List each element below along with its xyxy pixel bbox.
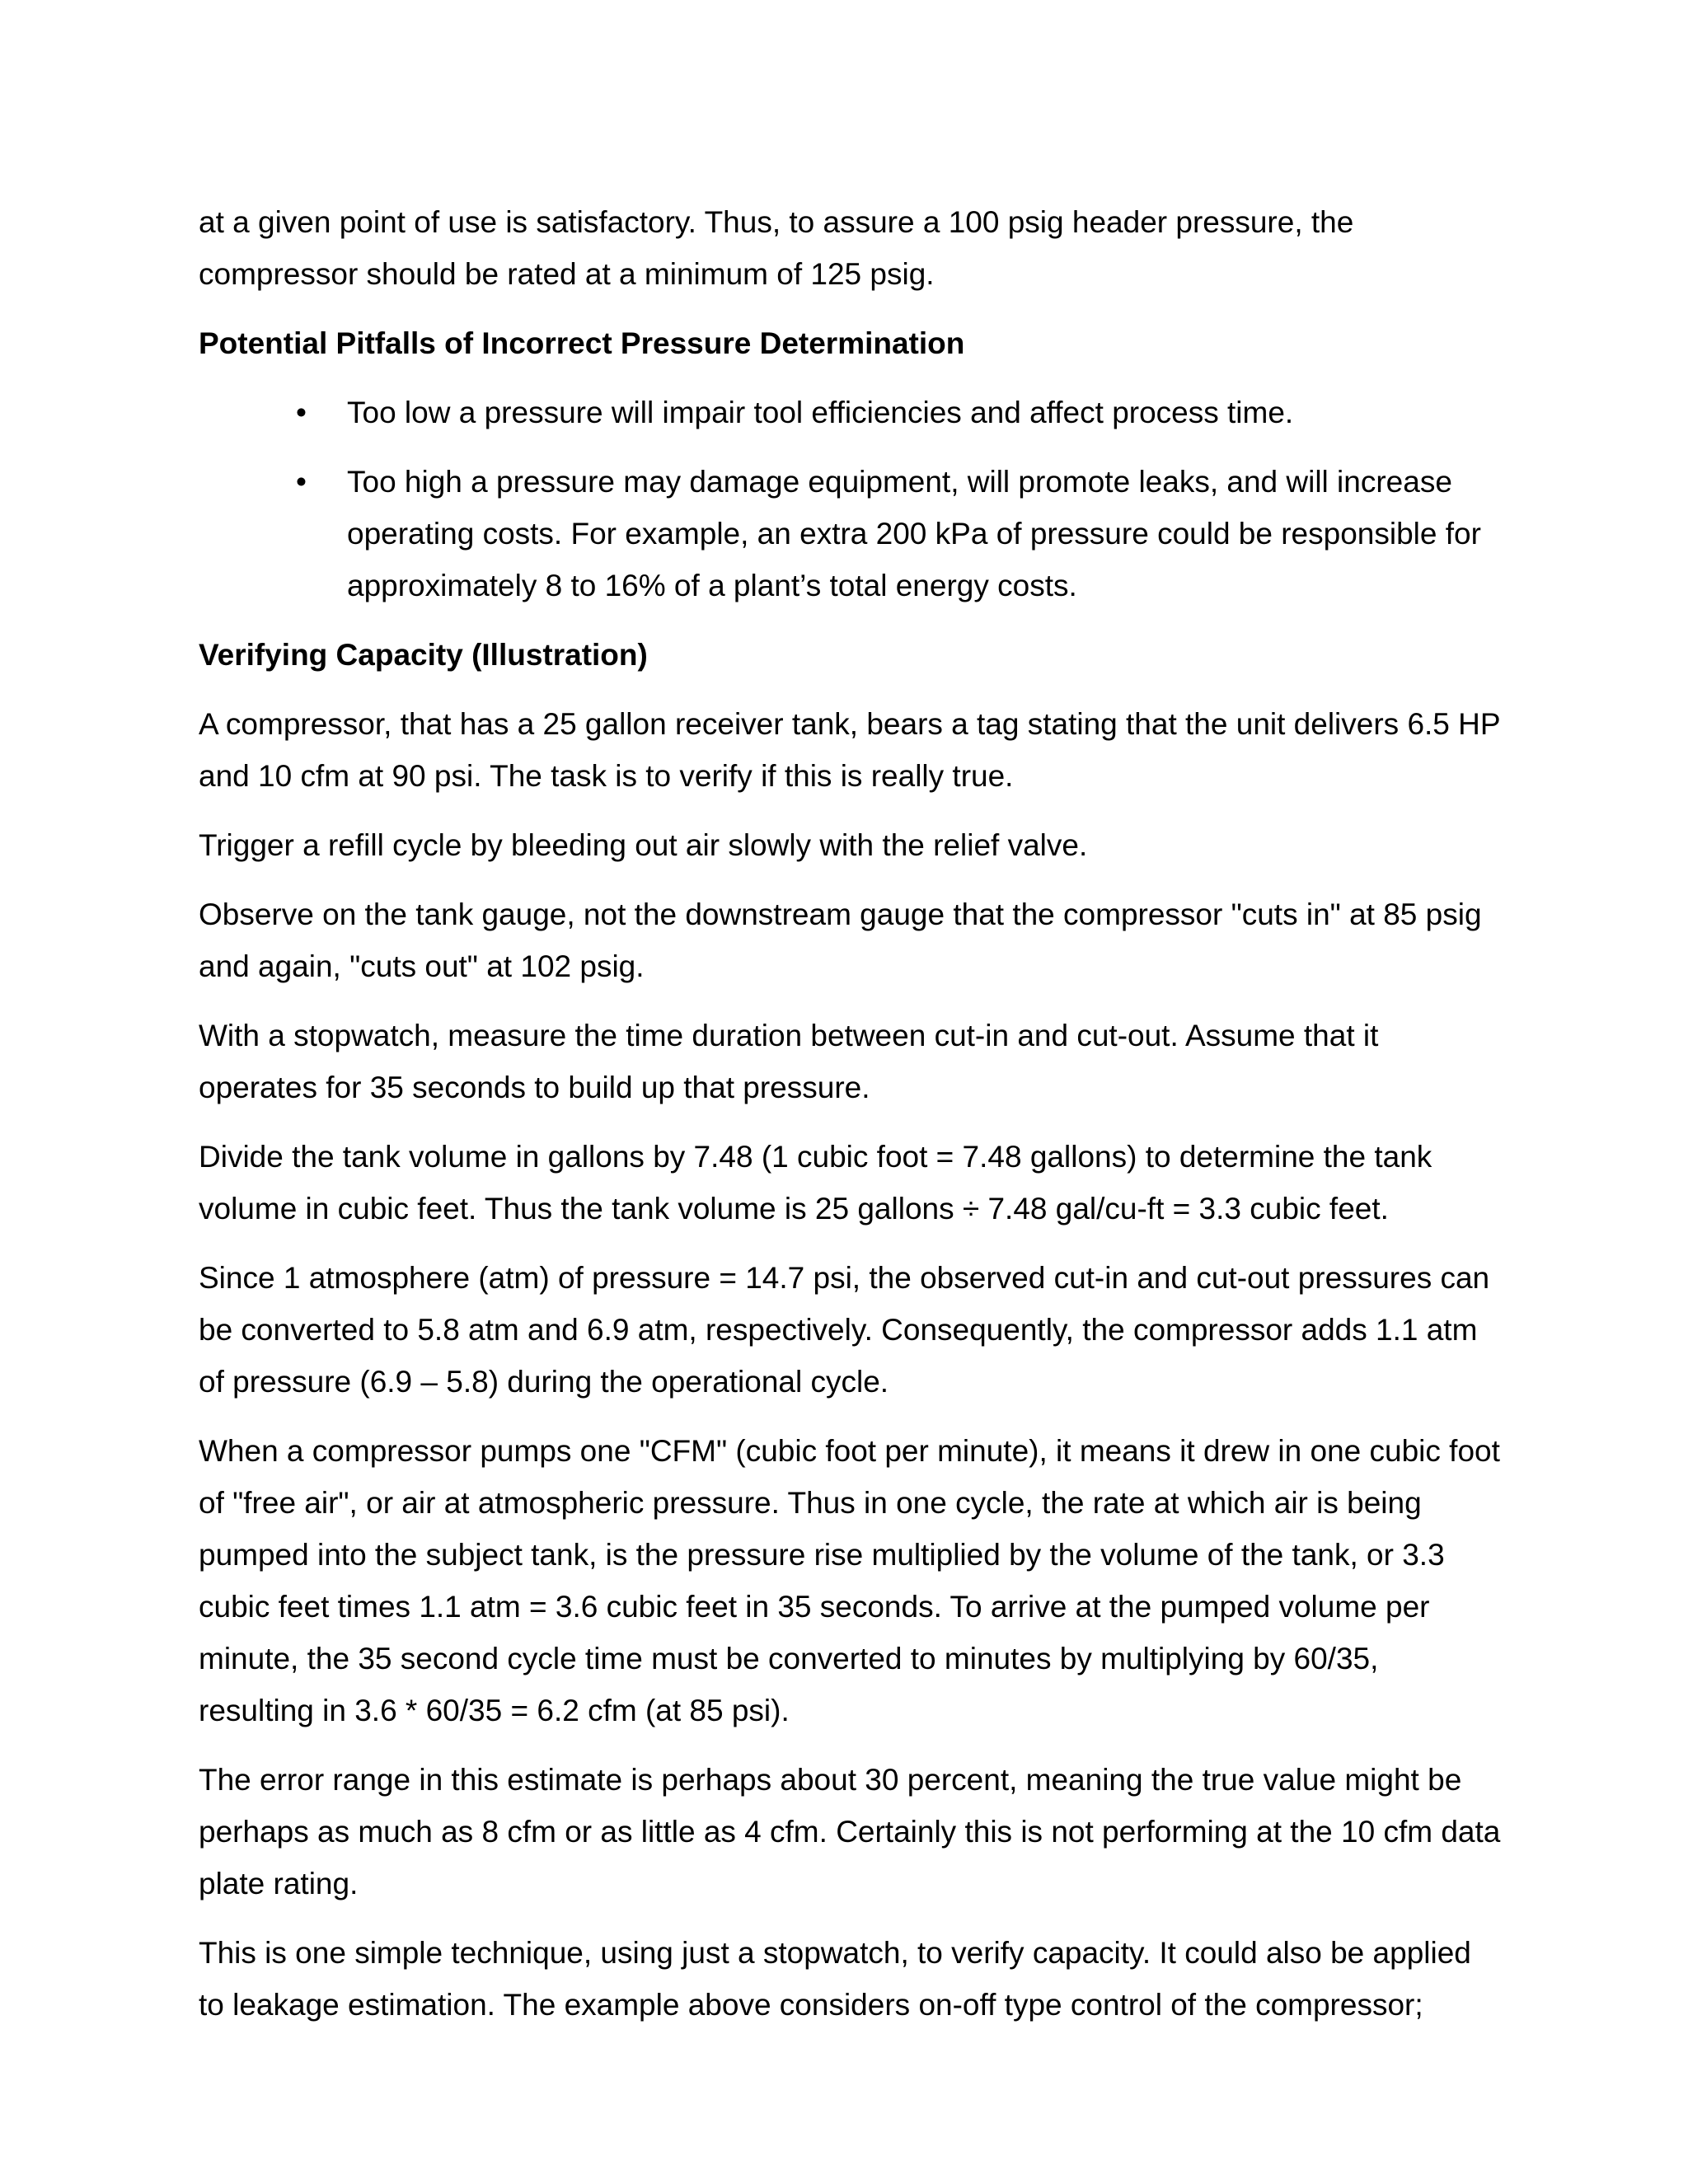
refill-cycle-paragraph: Trigger a refill cycle by bleeding out air slowly with the relief valve. [199, 828, 1088, 862]
list-item [199, 456, 1501, 612]
list-item-text: Too high a pressure may damage equipment, will promote leaks, and will increase operating costs. For example, an extra 200 kPa of pressure could be responsible for approximately 8 to 16% of a plant’s total energy costs. [347, 465, 1481, 602]
bullet-icon: • [296, 465, 307, 499]
compressor-tag-paragraph: A compressor, that has a 25 gallon receiver tank, bears a tag stating that the unit delivers 6.5 HP and 10 cfm at 90 psi. The task is to verify if this is really true. [199, 707, 1500, 793]
tank-volume-paragraph: Divide the tank volume in gallons by 7.48 (1 cubic foot = 7.48 gallons) to determine the tank volume in cubic feet. Thus the tank volume is 25 gallons ÷ 7.48 gal/cu-ft = 3.3 cubic feet. [199, 1140, 1432, 1226]
cfm-calculation-paragraph: When a compressor pumps one "CFM" (cubic foot per minute), it means it drew in one cubic foot of "free air", or air at atmospheric pressure. Thus in one cycle, the rate at which air is being pumped into the subject tank, is the pressure rise multiplied by the volume of the tank, or 3.3 cubic feet times 1.1 atm = 3.6 cubic feet in 35 seconds. To arrive at the pumped volume per minute, the 35 second cycle time must be converted to minutes by multiplying by 60/35, resulting in 3.6 * 60/35 = 6.2 cfm (at 85 psi). [199, 1434, 1500, 1727]
list-item [199, 387, 1501, 438]
pitfalls-list [199, 387, 1501, 612]
error-range-paragraph: The error range in this estimate is perhaps about 30 percent, meaning the true value might be perhaps as much as 8 cfm or as little as 4 cfm. Certainly this is not performing at the 10 cfm data plate rating. [199, 1763, 1501, 1900]
tank-gauge-paragraph: Observe on the tank gauge, not the downstream gauge that the compressor "cuts in" at 85 psig and again, "cuts out" at 102 psig. [199, 898, 1482, 983]
atmosphere-conversion-paragraph: Since 1 atmosphere (atm) of pressure = 14.7 psi, the observed cut-in and cut-out pressures can be converted to 5.8 atm and 6.9 atm, respectively. Consequently, the compressor adds 1.1 atm of pressure (6.9 – 5.8) during the operational cycle. [199, 1261, 1490, 1399]
intro-paragraph: at a given point of use is satisfactory. Thus, to assure a 100 psig header pressure, the compressor should be rated at a minimum of 125 psig. [199, 205, 1354, 291]
list-item-text: Too low a pressure will impair tool efficiencies and affect process time. [347, 396, 1294, 429]
pitfalls-heading: Potential Pitfalls of Incorrect Pressure Determination [199, 326, 965, 360]
technique-summary-paragraph: This is one simple technique, using just a stopwatch, to verify capacity. It could also be applied to leakage estimation. The example above considers on-off type control of the compressor; [199, 1936, 1471, 2022]
stopwatch-paragraph: With a stopwatch, measure the time duration between cut-in and cut-out. Assume that it operates for 35 seconds to build up that pressure. [199, 1019, 1379, 1104]
document-page [199, 196, 1501, 2048]
bullet-icon: • [296, 396, 307, 429]
verifying-capacity-heading: Verifying Capacity (Illustration) [199, 638, 648, 672]
